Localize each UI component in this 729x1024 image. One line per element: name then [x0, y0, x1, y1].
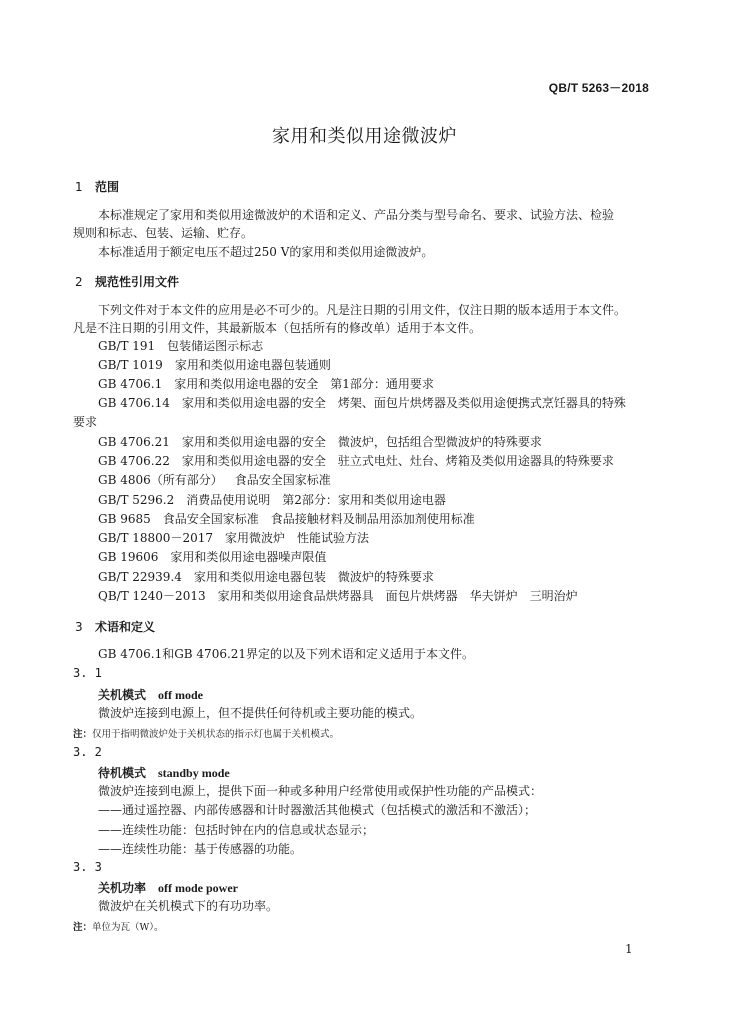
reference-code: GB/T 22939.4 — [98, 570, 182, 584]
paragraph: 下列文件对于本文件的应用是必不可少的。凡是注日期的引用文件，仅注日期的版本适用于本文件。 — [98, 303, 627, 317]
reference-item — [98, 472, 331, 488]
term-entry — [98, 764, 230, 781]
list-item: ——通过遥控器、内部传感器和计时器激活其他模式（包括模式的激活和不激活）； — [98, 803, 537, 817]
term-en: off mode — [158, 688, 204, 702]
term-definition: 微波炉在关机模式下的有功功率。 — [98, 899, 279, 913]
term-en: standby mode — [158, 766, 230, 780]
subsection-number: 3. 1 — [73, 666, 102, 680]
reference-title: 家用和类似用途电器的安全 微波炉，包括组合型微波炉的特殊要求 — [181, 435, 542, 449]
reference-code: GB 4706.21 — [98, 435, 170, 449]
paragraph: 规则和标志、包装、运输、贮存。 — [73, 226, 254, 240]
reference-code: GB/T 191 — [98, 339, 156, 353]
reference-item — [98, 492, 446, 508]
reference-code: GB 4706.14 — [98, 396, 170, 410]
term-cn: 待机模式 — [98, 766, 147, 780]
term-definition: 微波炉连接到电源上，提供下面一种或多种用户经常使用或保护性功能的产品模式： — [98, 784, 543, 798]
document-title: 家用和类似用途微波炉 — [272, 126, 457, 147]
reference-title: 包装储运图示标志 — [167, 339, 264, 353]
reference-item — [98, 395, 626, 411]
reference-item — [98, 376, 434, 392]
note-label: 注： — [73, 729, 93, 740]
section-title: 范围 — [95, 180, 120, 194]
paragraph: 本标准适用于额定电压不超过250 V的家用和类似用途微波炉。 — [98, 245, 434, 259]
subsection-number: 3. 2 — [73, 745, 102, 759]
reference-item — [98, 511, 475, 527]
reference-item — [98, 434, 542, 450]
section-number: 1 — [75, 180, 83, 194]
reference-title: 家用和类似用途电器的安全 烤架、面包片烘烤器及类似用途便携式烹饪器具的特殊 — [181, 396, 626, 410]
reference-code: GB 4706.1 — [98, 377, 163, 391]
reference-item — [98, 530, 369, 546]
reference-code: GB/T 18800－2017 — [98, 531, 213, 545]
term-cn: 关机模式 — [98, 688, 147, 702]
paragraph: GB 4706.1和GB 4706.21界定的以及下列术语和定义适用于本文件。 — [98, 647, 475, 661]
reference-title: 家用和类似用途电器的安全 第1部分：通用要求 — [174, 377, 434, 391]
standard-code: QB/T 5263－2018 — [548, 81, 649, 95]
reference-title-continued: 要求 — [73, 415, 98, 429]
reference-item — [98, 569, 434, 585]
term-en: off mode power — [158, 881, 238, 895]
note-text: 仅用于指明微波炉处于关机状态的指示灯也属于关机模式。 — [92, 729, 340, 740]
note — [73, 726, 339, 740]
section-3-heading — [75, 618, 155, 635]
reference-code: GB/T 1019 — [98, 358, 163, 372]
list-item: ——连续性功能：包括时钟在内的信息或状态显示； — [98, 823, 375, 837]
page-number: 1 — [625, 942, 633, 956]
reference-item — [98, 357, 331, 373]
reference-code: GB 9685 — [98, 512, 151, 526]
reference-item — [98, 453, 614, 469]
reference-title: 家用和类似用途电器包装 微波炉的特殊要求 — [193, 570, 434, 584]
reference-title: 家用和类似用途电器包装通则 — [174, 358, 331, 372]
list-item: ——连续性功能：基于传感器的功能。 — [98, 842, 303, 856]
paragraph: 凡是不注日期的引用文件，其最新版本（包括所有的修改单）适用于本文件。 — [73, 321, 482, 335]
reference-title: 家用和类似用途电器的安全 驻立式电灶、灶台、烤箱及类似用途器具的特殊要求 — [181, 454, 614, 468]
reference-item — [98, 588, 578, 604]
reference-code: GB/T 5296.2 — [98, 493, 175, 507]
paragraph: 本标准规定了家用和类似用途微波炉的术语和定义、产品分类与型号命名、要求、试验方法、检验 — [98, 208, 615, 222]
note — [73, 919, 164, 933]
reference-code: GB 4706.22 — [98, 454, 170, 468]
reference-item — [98, 338, 263, 354]
reference-code: GB 4806（所有部分） — [98, 473, 223, 487]
term-definition: 微波炉连接到电源上，但不提供任何待机或主要功能的模式。 — [98, 706, 423, 720]
reference-title: 消费品使用说明 第2部分：家用和类似用途电器 — [186, 493, 446, 507]
reference-title: 家用和类似用途电器噪声限值 — [170, 550, 327, 564]
section-1-heading — [75, 178, 119, 195]
reference-title: 食品安全国家标准 — [234, 473, 331, 487]
reference-code: GB 19606 — [98, 550, 159, 564]
term-entry — [98, 686, 203, 703]
note-text: 单位为瓦（W）。 — [92, 922, 164, 933]
section-title: 术语和定义 — [95, 620, 156, 634]
reference-title: 家用微波炉 性能试验方法 — [224, 531, 369, 545]
reference-title: 家用和类似用途食品烘烤器具 面包片烘烤器 华夫饼炉 三明治炉 — [217, 589, 578, 603]
section-number: 2 — [75, 275, 83, 289]
term-cn: 关机功率 — [98, 881, 147, 895]
subsection-number: 3. 3 — [73, 860, 102, 874]
term-entry — [98, 879, 238, 896]
section-title: 规范性引用文件 — [95, 275, 180, 289]
reference-code: QB/T 1240－2013 — [98, 589, 206, 603]
section-2-heading — [75, 273, 179, 290]
reference-title: 食品安全国家标准 食品接触材料及制品用添加剂使用标准 — [162, 512, 475, 526]
section-number: 3 — [75, 620, 83, 634]
reference-item — [98, 549, 326, 565]
note-label: 注： — [73, 922, 93, 933]
